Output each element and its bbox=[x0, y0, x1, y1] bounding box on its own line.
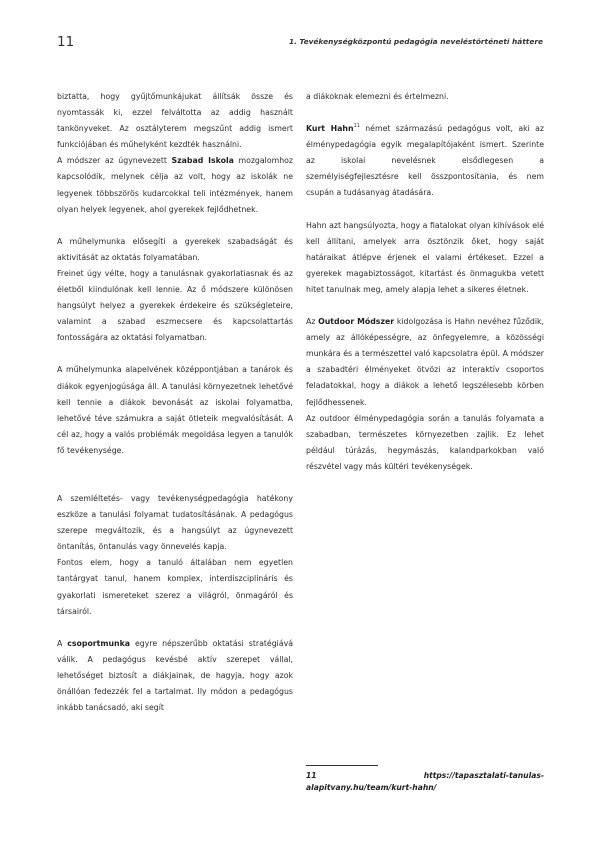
paragraph: Hahn azt hangsúlyozta, hogy a fiatalokat olyan kihívások elé kell állítani, amelyek arra ösztönzik őket, hogy saját határaikat átlépve érjenek el valami értékeset. Ezzel a gyerekek magabiztosságot, kitartást és önmagukba vetett hitet tanulnak meg, amely alapja lehet a sikeres életnek. bbox=[306, 220, 544, 294]
paragraph bbox=[57, 153, 293, 217]
text: kidolgozása is Hahn nevéhez fűződik, amely az állóképességre, az önfegyelemre, a közösségi munkára és a természettel való kapcsolatra épül. A módszer a szabadtéri élményeket ötvözi az interaktív csoportos feladatokkal, hogy a diákok a lehető legszélesebb körben fejlődhessenek. bbox=[306, 317, 544, 407]
left-column bbox=[57, 89, 293, 716]
bold-term: Kurt Hahn bbox=[306, 124, 354, 134]
footnote-ref[interactable]: 11 bbox=[353, 123, 360, 130]
paragraph: A műhelymunka alapelvének középpontjában a tanárok és diákok egyenjogúsága áll. A tanulási környezetnek lehetővé kell tennie a diákok bevonását az iskolai folyamatba, lehetővé téve számukra a saját ötleteik megvalósítását. A cél az, hogy a valós problémák megoldása legyen a tanulók fő tevékenysége. bbox=[57, 365, 293, 455]
right-column bbox=[306, 89, 544, 475]
chapter-title: 1. Tevékenységközpontú pedagógia neveléstörténeti háttere bbox=[288, 37, 543, 46]
paragraph bbox=[57, 636, 293, 716]
text: mozgalomhoz kapcsolódik, melynek célja az volt, hogy az iskolák ne legyenek többszörös kudarcokkal teli intézmények, hanem olyan helyek legyenek, ahol gyerekek fejlődhetnek. bbox=[57, 156, 293, 214]
bold-term: Szabad Iskola bbox=[171, 156, 234, 166]
text: német származású pedagógus volt, aki az élménypedagógia egyik megalapítójaként ismert. Szerinte az iskolai nevelésnek elsődlegesen a személyiségfejlesztésre kell összpontosítania, és nem csupán a tudásanyag átadására. bbox=[306, 124, 544, 198]
bold-term: Outdoor Módszer bbox=[318, 317, 395, 327]
paragraph: A műhelymunka elősegíti a gyerekek szabadságát és aktivitását az oktatás folyamatában. bbox=[57, 236, 293, 262]
paragraph: biztatta, hogy gyűjtőmunkájukat állítsák össze és nyomtassák ki, ezzel felváltotta az addig használt tankönyveket. Az osztályterem megszűnt addig ismert funkciójában és műhelyként kezdték használni. bbox=[57, 92, 293, 150]
paragraph bbox=[306, 121, 544, 201]
paragraph: a diákoknak elemezni és értelmezni. bbox=[306, 92, 449, 101]
text: Az bbox=[306, 317, 319, 327]
text: A módszer az úgynevezett bbox=[57, 156, 172, 166]
text: A bbox=[57, 638, 68, 648]
paragraph: Fontos elem, hogy a tanuló általában nem egyetlen tantárgyat tanul, hanem komplex, interdiszciplináris és gyakorlati ismereteket szerez a világról, önmagáról és társairól. bbox=[57, 558, 293, 616]
page-number: 11 bbox=[57, 34, 75, 50]
bold-term: csoportmunka bbox=[67, 638, 131, 648]
paragraph: A szemléltetés- vagy tevékenységpedagógia hatékony eszköze a tanulási folyamat tudatosításának. A pedagógus szerepe megváltozik, és a hangsúlyt az úgynevezett öntanítás, öntanulás vagy önnevelés kapja. bbox=[57, 493, 293, 552]
paragraph: Freinet úgy vélte, hogy a tanulásnak gyakorlatiasnak és az életből kiindulónak kell lennie. Az ő módszere különösen hangsúlyt helyez a gyerekek érdekeire és szükségleteire, valamint a szabad eszmecsere és kapcsolattartás fontosságára az oktatási folyamatban. bbox=[57, 268, 293, 343]
paragraph bbox=[306, 314, 544, 411]
footnote bbox=[306, 765, 544, 794]
footnote-divider bbox=[306, 765, 378, 766]
paragraph: Az outdoor élménypedagógia során a tanulás folyamata a szabadban, természetes környezetben zajlik. Ez lehet például túrázás, hegymászás, kalandparkokban való részvétel vagy más kültéri tevékenységek. bbox=[306, 413, 544, 471]
footnote-link[interactable]: 11 https://tapasztalati-tanulas-alapitvany.hu/team/kurt-hahn/ bbox=[306, 771, 544, 792]
text: egyre népszerűbb oktatási stratégiává válik. A pedagógus kevésbé aktív szerepet vállal, lehetőséget biztosít a diákjainak, de hagyja, hogy azok önállóan fedezzék fel a tartalmat. Ily módon a pedagógus inkább tanácsadó, aki segít bbox=[57, 638, 294, 713]
